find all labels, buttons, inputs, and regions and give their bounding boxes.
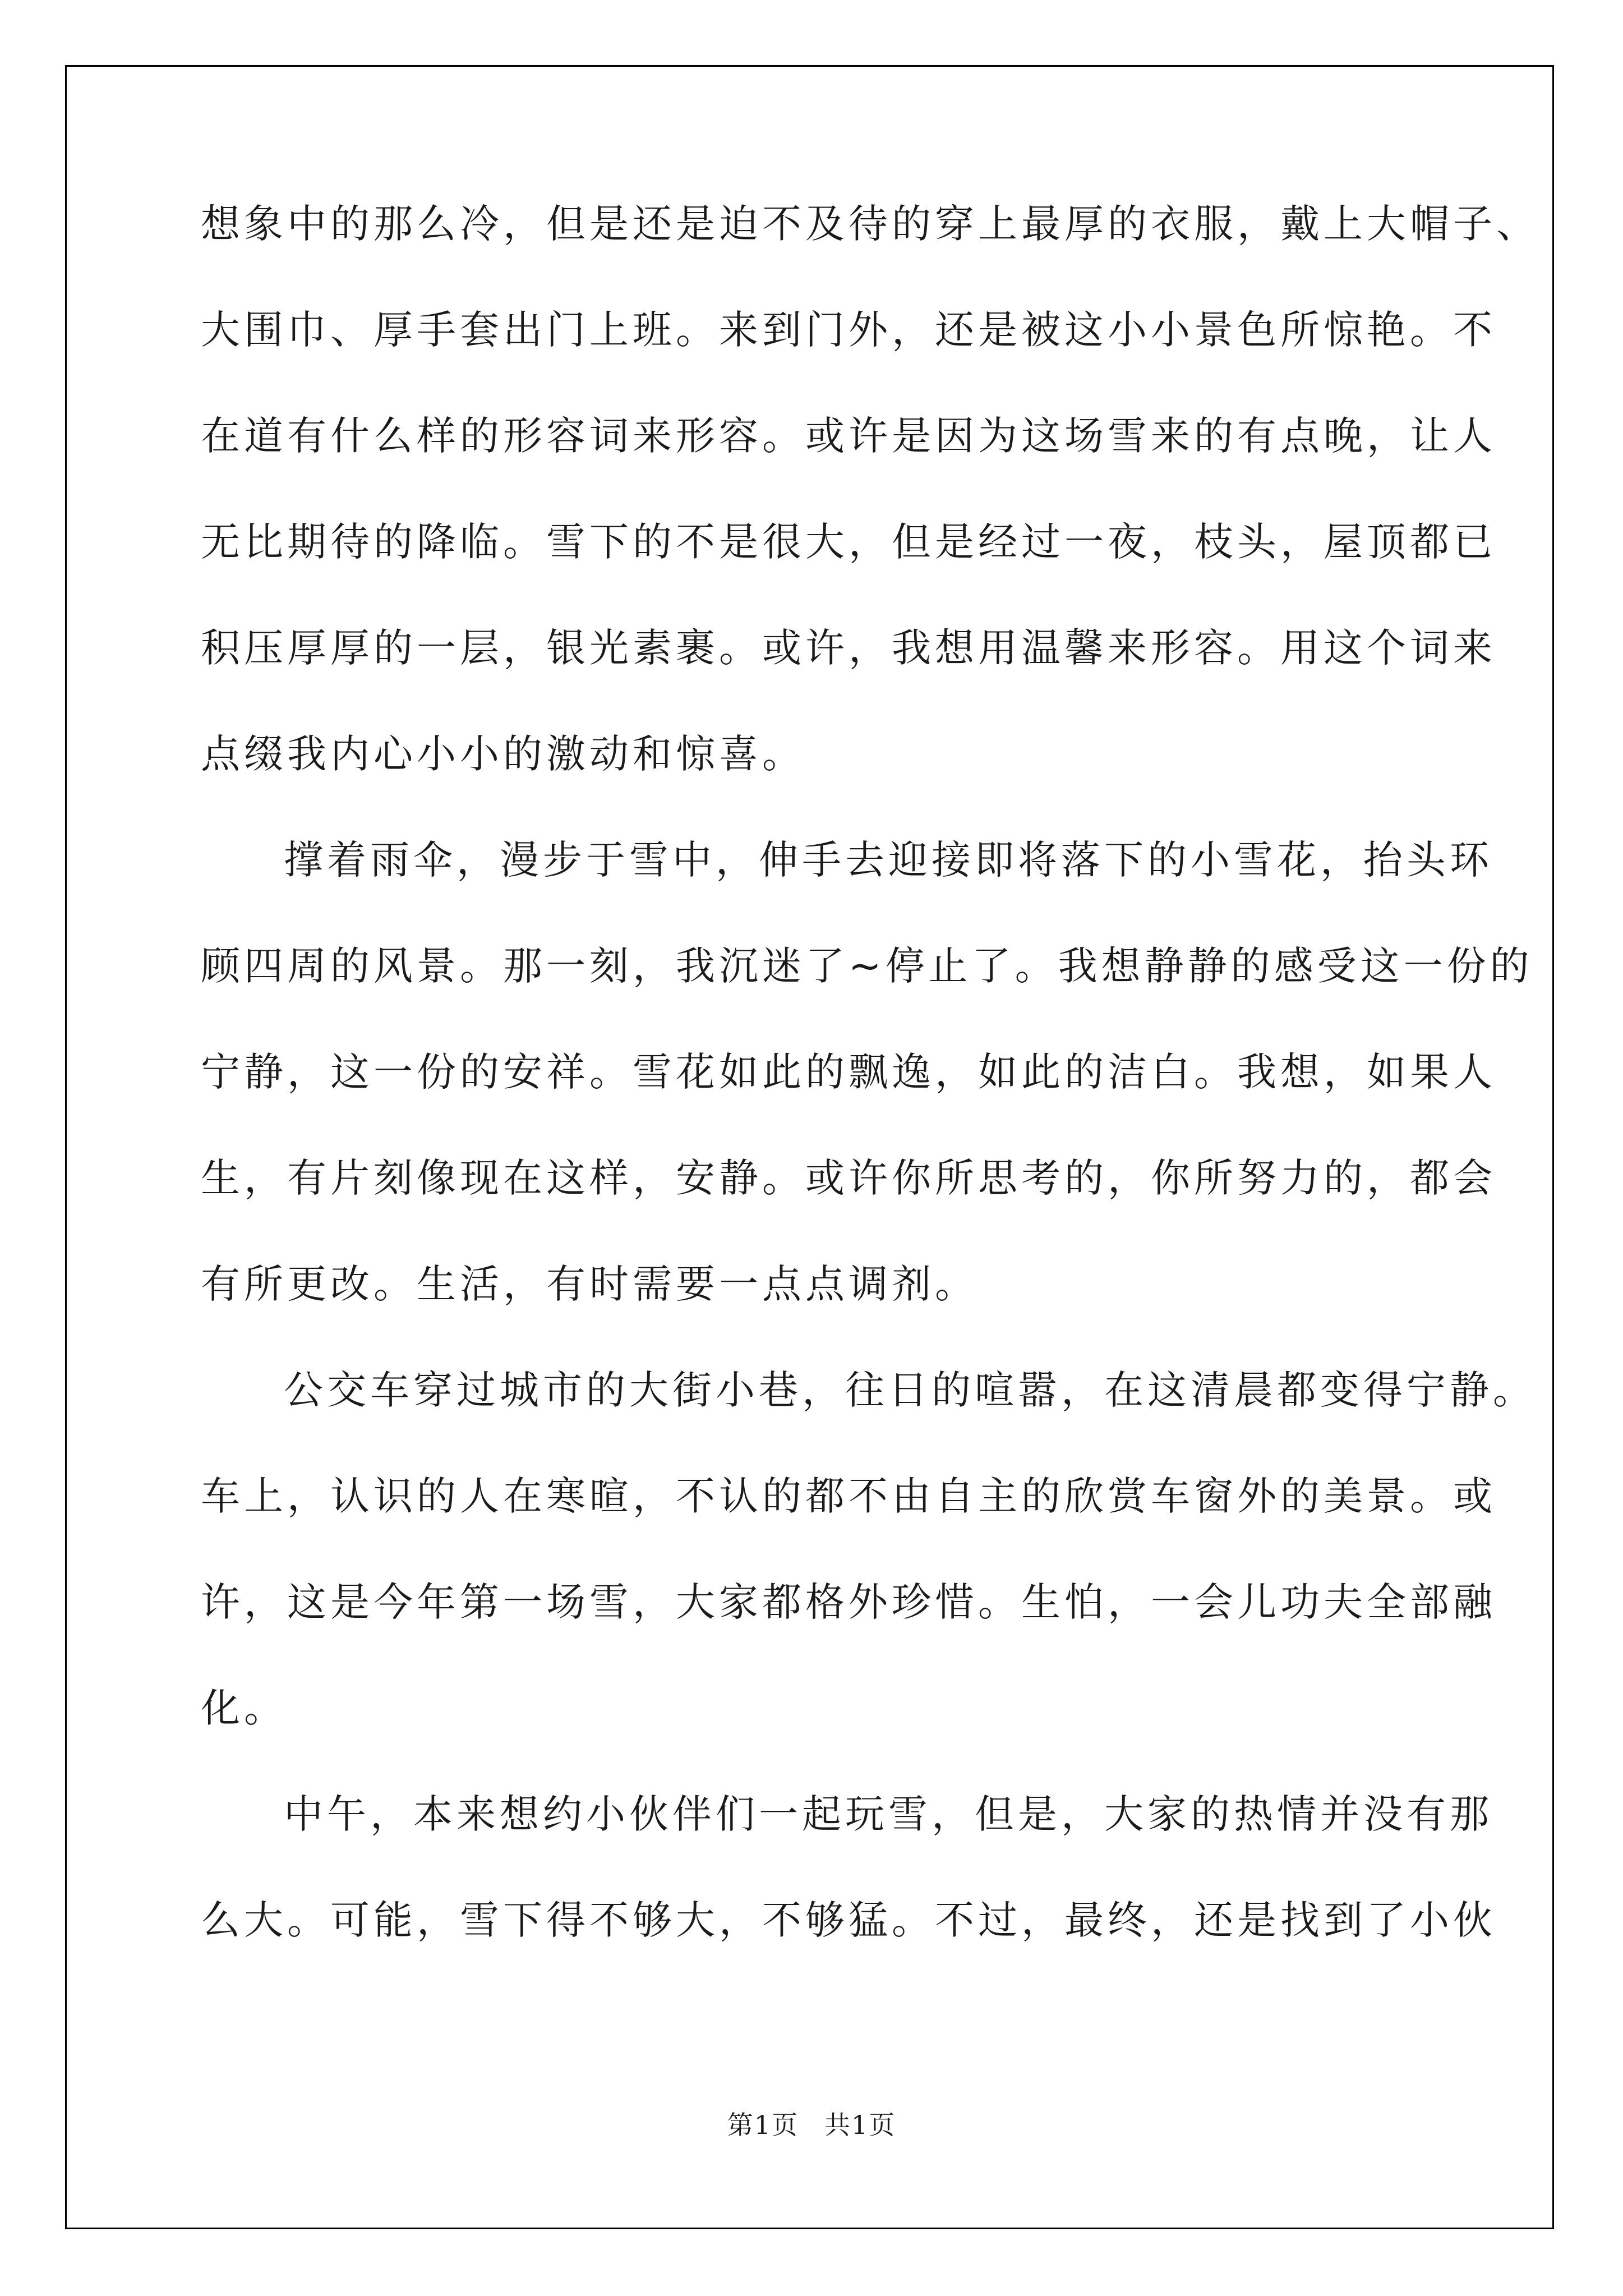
text-line: 大围巾、厚手套出门上班。来到门外，还是被这小小景色所惊艳。不 [201,307,1496,353]
page-number: 第1页 [727,2110,799,2140]
text-line: 撑着雨伞，漫步于雪中，伸手去迎接即将落下的小雪花，抬头环 [284,837,1493,883]
text-line: 公交车穿过城市的大街小巷，往日的喧嚣，在这清晨都变得宁静。 [284,1367,1536,1413]
text-line: 积压厚厚的一层，银光素裹。或许，我想用温馨来形容。用这个词来 [201,625,1496,671]
text-line: 无比期待的降临。雪下的不是很大，但是经过一夜，枝头，屋顶都已 [201,519,1496,565]
text-line: 点缀我内心小小的激动和惊喜。 [201,731,805,777]
page-total: 共1页 [824,2110,896,2140]
paragraph-3 [201,1337,1536,1761]
text-line: 么大。可能，雪下得不够大，不够猛。不过，最终，还是找到了小伙 [201,1897,1496,1943]
text-line: 有所更改。生活，有时需要一点点调剂。 [201,1261,978,1307]
paragraph-1 [201,171,1539,807]
text-line: 许，这是今年第一场雪，大家都格外珍惜。生怕，一会儿功夫全部融 [201,1579,1496,1625]
text-line: 车上，认识的人在寒暄，不认的都不由自主的欣赏车窗外的美景。或 [201,1473,1496,1519]
text-line: 宁静，这一份的安祥。雪花如此的飘逸，如此的洁白。我想，如果人 [201,1049,1496,1095]
page-footer [0,2105,1623,2142]
text-line: 想象中的那么冷，但是还是迫不及待的穿上最厚的衣服，戴上大帽子、 [201,201,1539,247]
document-body [201,171,1539,1973]
paragraph-4 [201,1761,1496,1973]
text-line: 顾四周的风景。那一刻，我沉迷了~停止了。我想静静的感受这一份的 [201,943,1533,989]
text-line: 化。 [201,1685,287,1731]
text-line: 在道有什么样的形容词来形容。或许是因为这场雪来的有点晚，让人 [201,413,1496,459]
text-line: 生，有片刻像现在这样，安静。或许你所思考的，你所努力的，都会 [201,1155,1496,1201]
text-line: 中午，本来想约小伙伴们一起玩雪，但是，大家的热情并没有那 [284,1791,1493,1837]
paragraph-2 [201,807,1533,1337]
